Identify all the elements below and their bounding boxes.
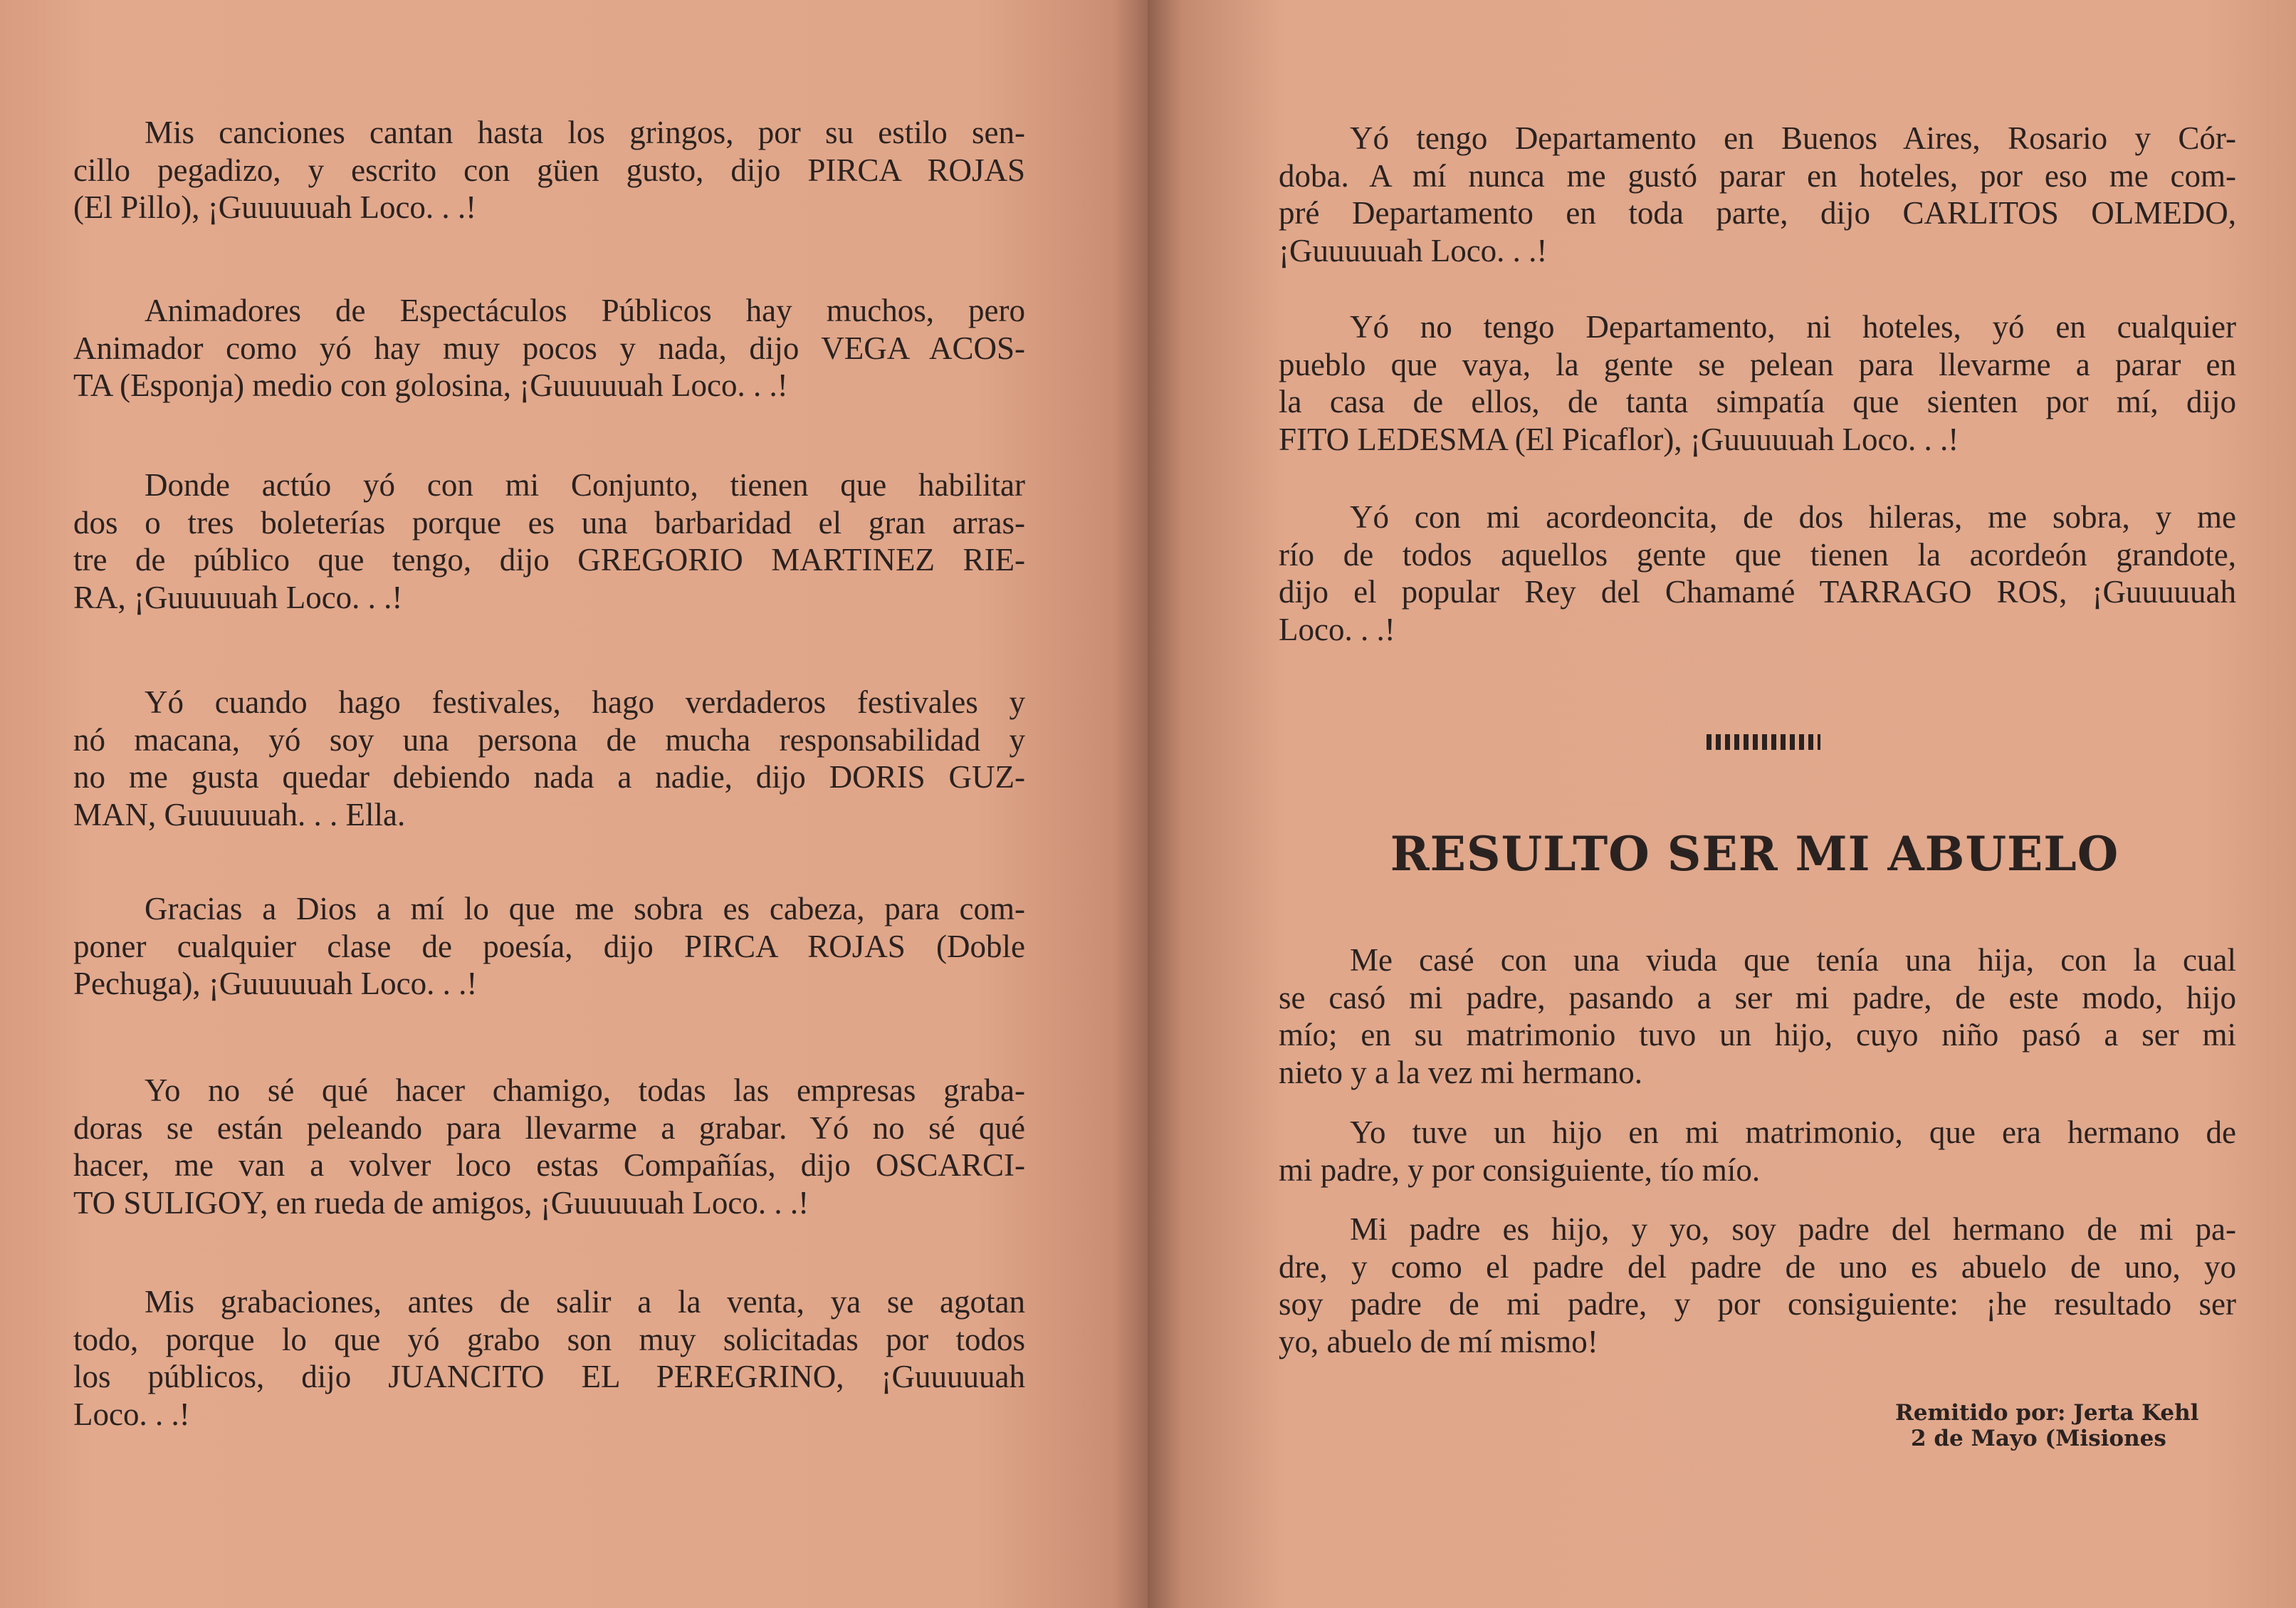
text-line: Donde actúo yó con mi Conjunto, tienen que habilitar [145, 467, 1025, 503]
text-line: poner cualquier clase de poesía, dijo PIRCA ROJAS (Doble [73, 928, 1025, 964]
text-line: mi padre, y por consiguiente, tío mío. [1279, 1152, 1761, 1188]
text-line: Pechuga), ¡Guuuuuah Loco. . .! [73, 966, 478, 1001]
text-line: Yó cuando hago festivales, hago verdaderos festivales y [145, 684, 1025, 720]
right-page [1148, 0, 2296, 1608]
text-line: doba. A mí nunca me gustó parar en hoteles, por eso me com- [1279, 157, 2236, 194]
text-line: dre, y como el padre del padre de uno es abuelo de uno, yo [1279, 1248, 2236, 1285]
text-line: todo, porque lo que yó grabo son muy solicitadas por todos [73, 1321, 1025, 1357]
paragraph [1279, 1211, 2236, 1360]
text-line: Mis grabaciones, antes de salir a la venta, ya se agotan [145, 1284, 1025, 1320]
text-line: tre de público que tengo, dijo GREGORIO MARTINEZ RIE- [73, 542, 1025, 578]
text-line: doras se están peleando para llevarme a grabar. Yó no sé qué [73, 1110, 1025, 1146]
paragraph [73, 114, 1025, 226]
text-line: mío; en su matrimonio tuvo un hijo, cuyo niño pasó a ser mi [1279, 1017, 2236, 1053]
paragraph [1279, 308, 2236, 458]
text-line: TA (Esponja) medio con golosina, ¡Guuuuuah Loco. . .! [73, 367, 788, 403]
text-line: no me gusta quedar debiendo nada a nadie, dijo DORIS GUZ- [73, 759, 1025, 795]
text-line: Animador como yó hay muy pocos y nada, dijo VEGA ACOS- [73, 330, 1025, 366]
text-line: RA, ¡Guuuuuah Loco. . .! [73, 579, 403, 615]
text-line: dijo el popular Rey del Chamamé TARRAGO ROS, ¡Guuuuuah [1279, 574, 2236, 610]
paragraph [73, 292, 1025, 404]
text-line: los públicos, dijo JUANCITO EL PEREGRINO, ¡Guuuuuah [73, 1359, 1025, 1394]
text-line: Yó con mi acordeoncita, de dos hileras, me sobra, y me [1350, 499, 2236, 535]
paragraph [1279, 120, 2236, 269]
text-line: se casó mi padre, pasando a ser mi padre, de este modo, hijo [1279, 979, 2236, 1016]
text-line: Animadores de Espectáculos Públicos hay muchos, pero [145, 293, 1025, 328]
paragraph [73, 1072, 1025, 1221]
paragraph [1279, 941, 2236, 1091]
text-line: Loco. . .! [73, 1396, 190, 1432]
text-line: Yó no tengo Departamento, ni hoteles, yó en cualquier [1350, 309, 2236, 345]
text-line: yo, abuelo de mí mismo! [1279, 1323, 1598, 1359]
paragraph [73, 1283, 1025, 1433]
text-line: TO SULIGOY, en rueda de amigos, ¡Guuuuuah Loco. . .! [73, 1184, 809, 1221]
text-line: soy padre de mi padre, y por consiguiente: ¡he resultado ser [1279, 1286, 2236, 1322]
text-line: Yó tengo Departamento en Buenos Aires, Rosario y Cór- [1350, 120, 2236, 156]
text-line: cillo pegadizo, y escrito con güen gusto, dijo PIRCA ROJAS [73, 152, 1025, 188]
paragraph [1279, 1114, 2236, 1189]
section-divider-ornament [1707, 734, 1820, 750]
text-line: Yo no sé qué hacer chamigo, todas las empresas graba- [145, 1072, 1025, 1108]
text-line: Yo tuve un hijo en mi matrimonio, que era hermano de [1350, 1114, 2236, 1150]
story-title: RESULTO SER MI ABUELO [1390, 826, 2119, 882]
text-line: la casa de ellos, de tanta simpatía que sienten por mí, dijo [1279, 384, 2236, 419]
text-line: pueblo que vaya, la gente se pelean para llevarme a parar en [1279, 346, 2236, 382]
text-line: nó macana, yó soy una persona de mucha responsabilidad y [73, 721, 1025, 758]
text-line: río de todos aquellos gente que tienen la acordeón grandote, [1279, 536, 2236, 573]
paragraph [73, 890, 1025, 1003]
text-line: Loco. . .! [1279, 611, 1395, 647]
text-line: pré Departamento en toda parte, dijo CARLITOS OLMEDO, [1279, 195, 2236, 231]
credit-line: Remitido por: Jerta Kehl [1895, 1400, 2199, 1426]
story-credit [1895, 1400, 2198, 1451]
paragraph [73, 684, 1025, 833]
text-line: nieto y a la vez mi hermano. [1279, 1054, 1643, 1090]
text-line: Me casé con una viuda que tenía una hija, con la cual [1350, 942, 2236, 978]
paragraph [1279, 498, 2236, 648]
text-line: MAN, Guuuuuah. . . Ella. [73, 796, 406, 832]
paragraph [73, 466, 1025, 616]
text-line: Mi padre es hijo, y yo, soy padre del hermano de mi pa- [1350, 1211, 2236, 1247]
text-line: hacer, me van a volver loco estas Compañías, dijo OSCARCI- [73, 1147, 1025, 1183]
text-line: dos o tres boleterías porque es una barbaridad el gran arras- [73, 504, 1025, 541]
text-line: (El Pillo), ¡Guuuuuah Loco. . .! [73, 189, 477, 225]
text-line: ¡Guuuuuah Loco. . .! [1279, 232, 1548, 268]
text-line: Mis canciones cantan hasta los gringos, por su estilo sen- [145, 115, 1025, 150]
text-line: FITO LEDESMA (El Picaflor), ¡Guuuuuah Loco. . .! [1279, 421, 1959, 457]
credit-line: 2 de Mayo (Misiones [1911, 1426, 2166, 1451]
text-line: Gracias a Dios a mí lo que me sobra es cabeza, para com- [145, 891, 1025, 926]
